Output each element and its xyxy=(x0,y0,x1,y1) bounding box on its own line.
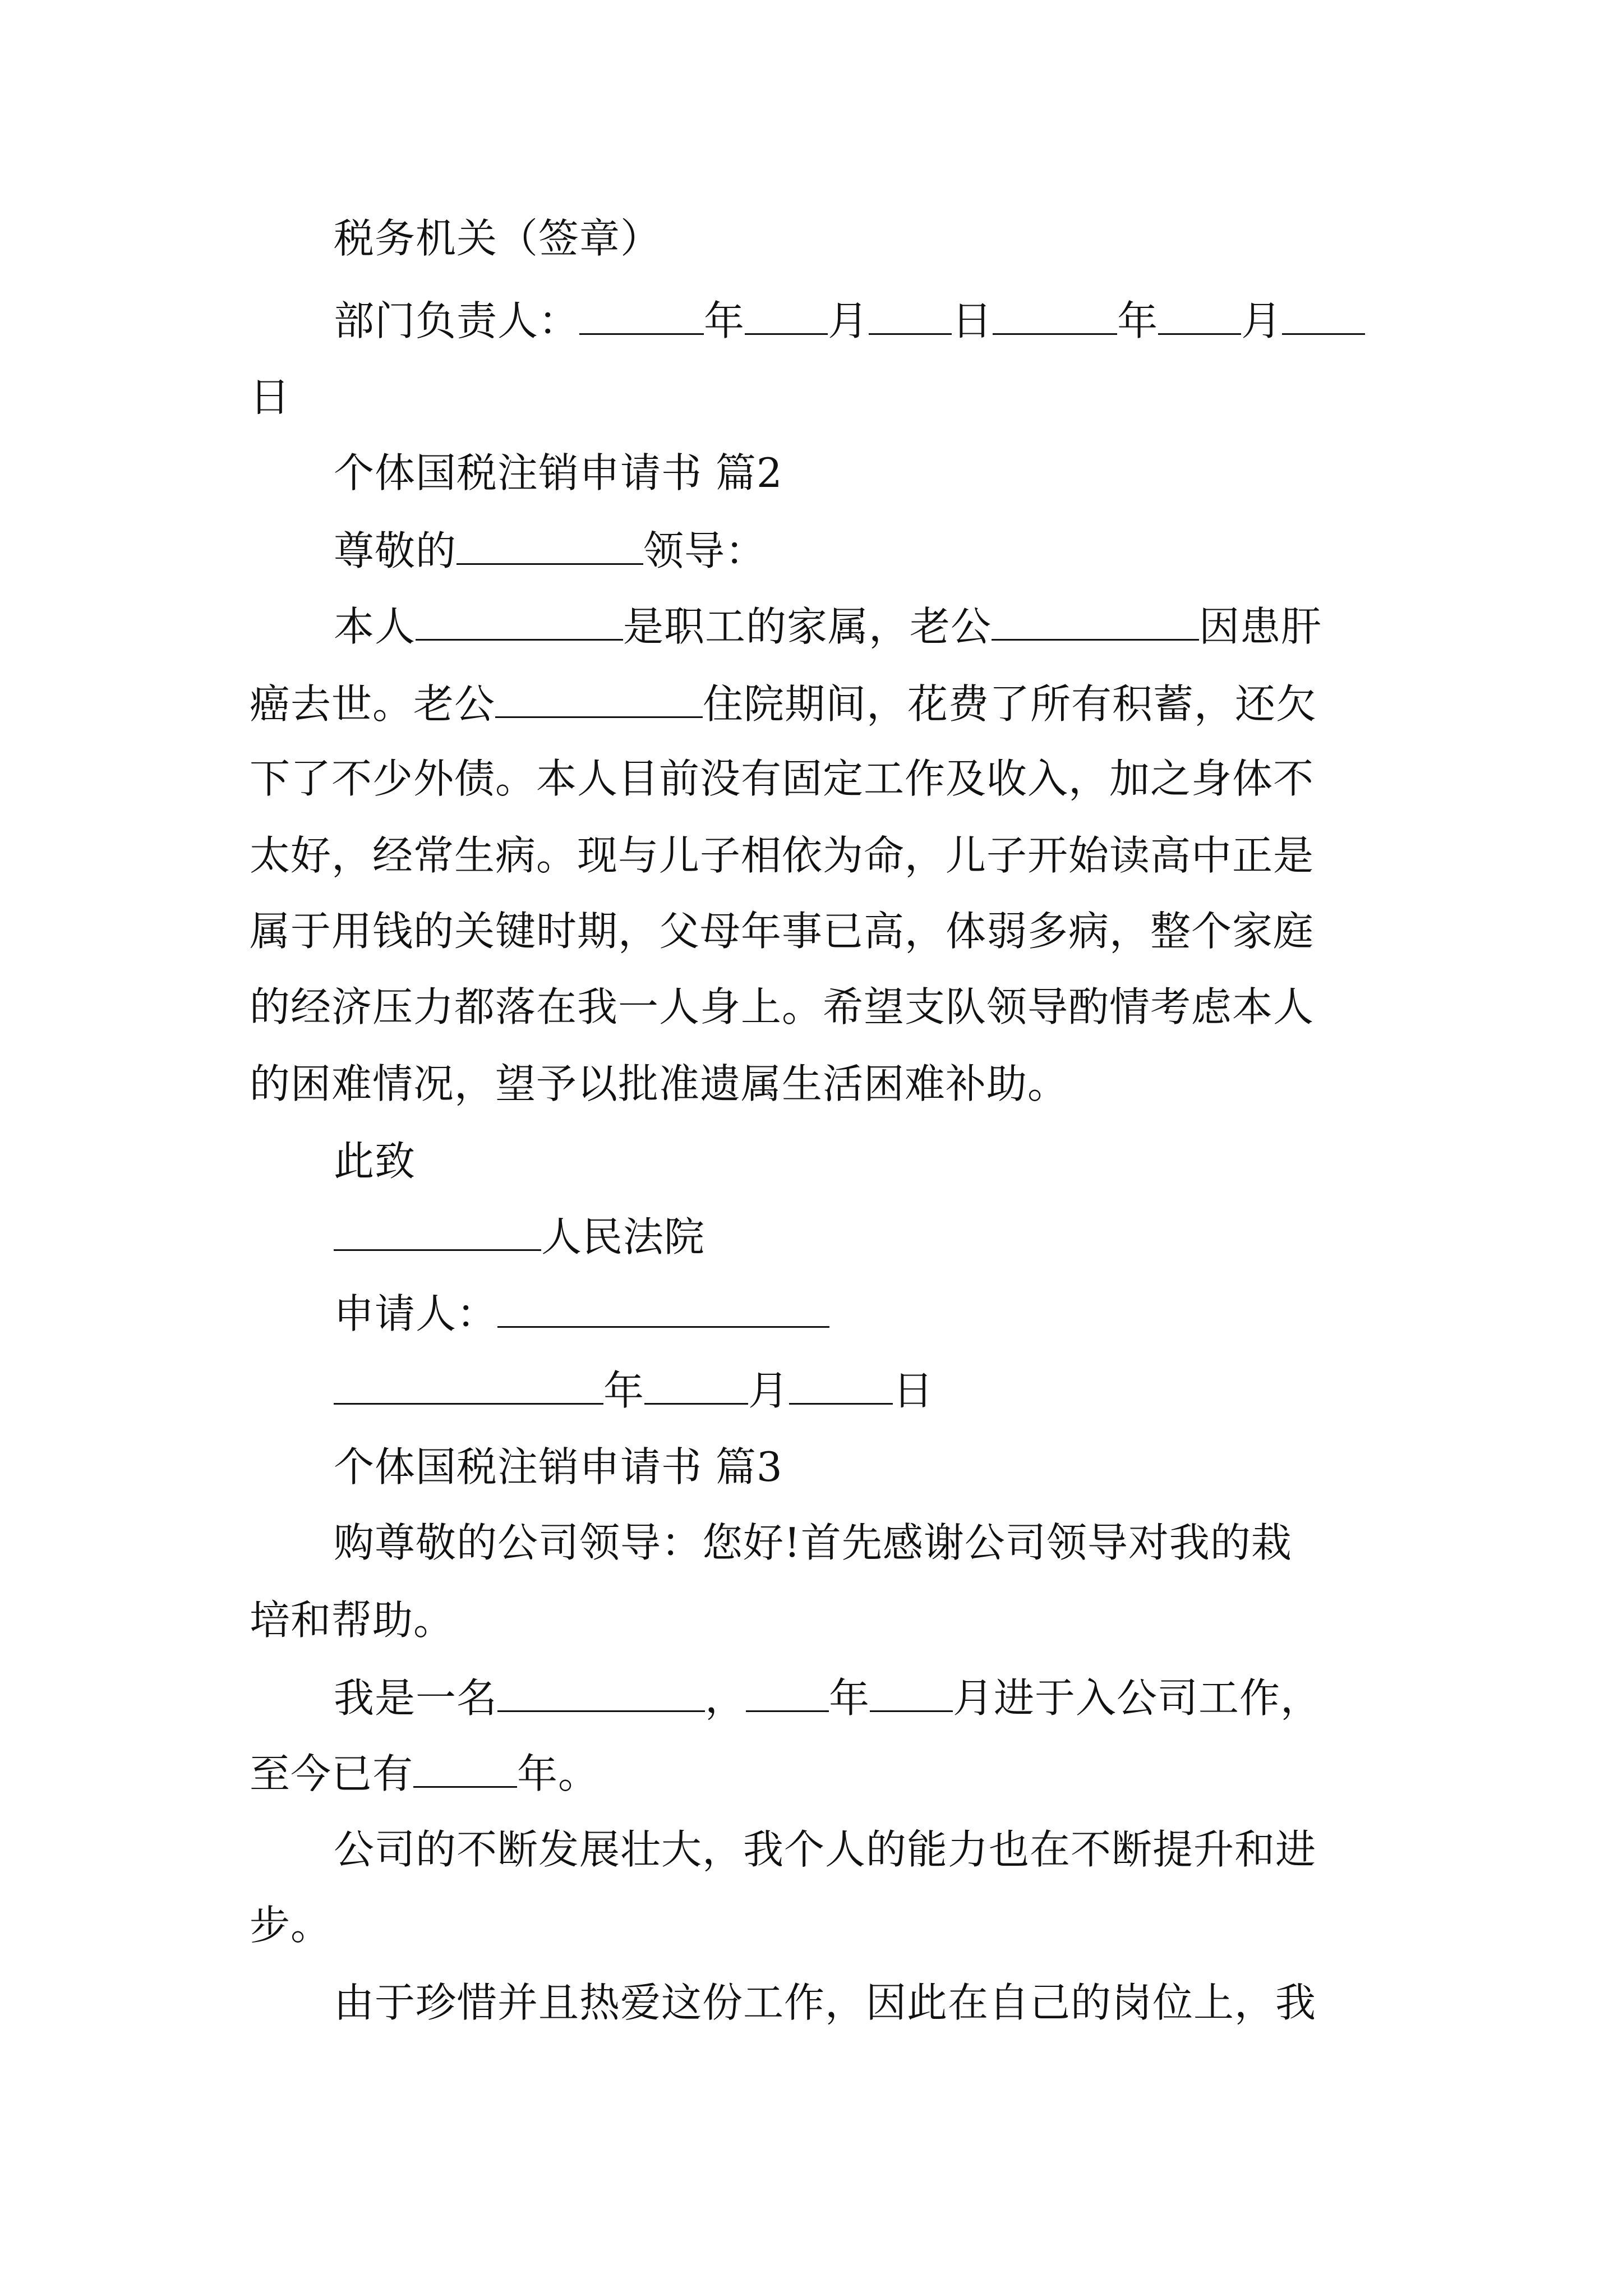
text-segment: 太好，经常生病。现与儿子相依为命，儿子开始读高中正是 xyxy=(250,832,1315,879)
fill-in-blank xyxy=(413,1750,517,1788)
fill-in-blank xyxy=(1158,297,1241,335)
fill-in-blank xyxy=(579,297,704,335)
fill-in-blank xyxy=(745,297,828,335)
fill-in-blank xyxy=(457,527,643,565)
text-segment: 我是一名 xyxy=(334,1674,498,1722)
fill-in-blank xyxy=(644,1367,748,1405)
text-segment: 年 xyxy=(829,1674,870,1722)
department-head-date-line xyxy=(334,297,1606,387)
text-segment: 公司的不断发展壮大，我个人的能力也在不断提升和进 xyxy=(334,1826,1317,1873)
text-segment: 是职工的家属，老公 xyxy=(623,603,992,650)
text-segment: 的困难情况，望予以批准遗属生活困难补助。 xyxy=(250,1060,1069,1107)
text-segment: 癌去世。老公 xyxy=(250,680,496,728)
fill-in-blank xyxy=(334,1213,541,1251)
body-paragraph-line xyxy=(334,603,1606,693)
text-segment: 年 xyxy=(1117,297,1159,344)
text-segment: 年 xyxy=(603,1367,645,1414)
text-segment: 税务机关（签章） xyxy=(334,215,662,262)
fill-in-blank xyxy=(992,603,1199,641)
text-segment: 本人 xyxy=(334,603,416,650)
text-segment: ， xyxy=(705,1674,746,1722)
text-segment: 年。 xyxy=(517,1750,600,1797)
text-segment: 培和帮助。 xyxy=(250,1596,455,1644)
section-title-2 xyxy=(334,450,1606,540)
text-segment: 日 xyxy=(893,1367,934,1414)
text-segment: 步。 xyxy=(250,1902,332,1949)
recipient-court-line xyxy=(334,1213,1606,1303)
text-segment: 住院期间，花费了所有积蓄，还欠 xyxy=(703,680,1317,728)
text-segment: 下了不少外债。本人目前没有固定工作及收入，加之身体不 xyxy=(250,755,1315,802)
applicant-line xyxy=(334,1290,1606,1380)
fill-in-blank xyxy=(416,603,623,641)
fill-in-blank xyxy=(746,1674,829,1712)
text-segment: 日 xyxy=(952,297,993,344)
text-segment: 月 xyxy=(828,297,869,344)
text-segment: 年 xyxy=(704,297,745,344)
text-segment: 申请人： xyxy=(334,1290,498,1337)
fill-in-blank xyxy=(789,1367,893,1405)
text-segment: 部门负责人： xyxy=(334,297,580,344)
text-segment: 领导： xyxy=(643,527,767,574)
fill-in-blank xyxy=(993,297,1117,335)
fill-in-blank xyxy=(870,1674,953,1712)
signature-authority-line xyxy=(334,216,1606,306)
fill-in-blank xyxy=(497,1290,829,1328)
text-segment: 购尊敬的公司领导：您好!首先感谢公司领导对我的栽 xyxy=(334,1519,1292,1566)
fill-in-blank xyxy=(495,680,703,718)
body-paragraph-line xyxy=(334,1980,1606,2070)
text-segment: 月进于入公司工作， xyxy=(953,1674,1322,1722)
text-segment: 属于用钱的关键时期，父母年事已高，体弱多病，整个家庭 xyxy=(250,908,1315,955)
text-segment: 的经济压力都落在我一人身上。希望支队领导酌情考虑本人 xyxy=(250,983,1315,1030)
fill-in-blank xyxy=(497,1674,705,1712)
text-segment: 日 xyxy=(250,374,291,421)
body-paragraph-line xyxy=(334,1520,1606,1610)
text-segment: 个体国税注销申请书 篇3 xyxy=(334,1443,783,1490)
text-segment: 此致 xyxy=(334,1138,416,1185)
text-segment: 月 xyxy=(1241,297,1283,344)
fill-in-blank xyxy=(869,297,952,335)
body-paragraph-line xyxy=(250,1598,1606,1687)
text-segment: 因患肝 xyxy=(1199,603,1322,650)
fill-in-blank xyxy=(334,1367,603,1405)
text-segment: 个体国税注销申请书 篇2 xyxy=(334,449,783,496)
text-segment: 月 xyxy=(748,1367,790,1414)
body-paragraph-line xyxy=(250,1061,1606,1151)
text-segment: 至今已有 xyxy=(250,1750,414,1797)
fill-in-blank xyxy=(1282,297,1365,335)
text-segment: 人民法院 xyxy=(541,1213,706,1260)
text-segment: 由于珍惜并且热爱这份工作，因此在自己的岗位上，我 xyxy=(334,1979,1317,2026)
text-segment: 尊敬的 xyxy=(334,527,457,574)
